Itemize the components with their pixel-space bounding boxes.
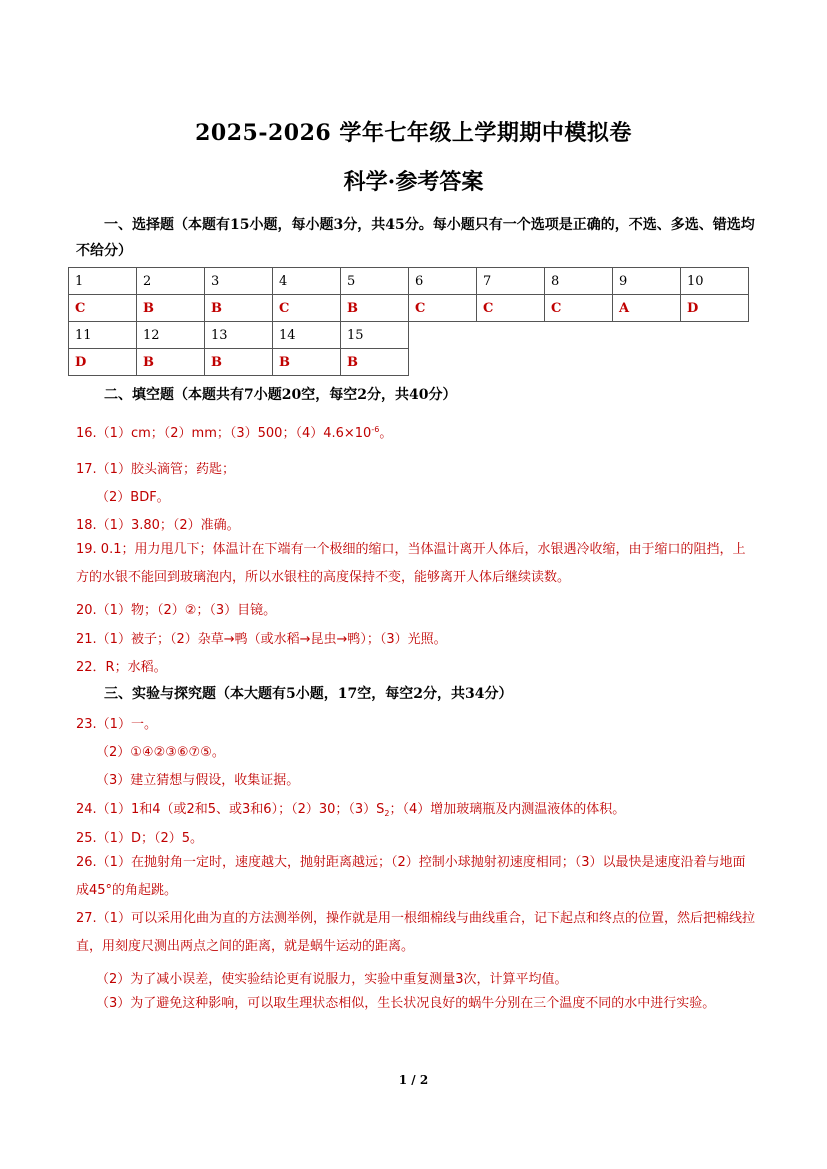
answer-cell: C	[409, 295, 477, 322]
answer-q27-1: 27.（1）可以采用化曲为直的方法测举例，操作就是用一根细棉线与曲线重合，记下起点和终点的位置，然后把棉线拉直，用刻度尺测出两点之间的距离，就是蜗牛运动的距离。	[76, 911, 755, 954]
answer-q25: 25.（1）D；（2）5。	[76, 831, 203, 846]
answer-cell: C	[545, 295, 613, 322]
table-row	[69, 268, 749, 295]
table-cell: 4	[273, 268, 341, 295]
answer-q19: 19. 0.1；用力甩几下；体温计在下端有一个极细的缩口，当体温计离开人体后，水银遇冷收缩，由于缩口的阻挡，上方的水银不能回到玻璃泡内，所以水银柱的高度保持不变，能够离开人体后继续读数。	[76, 542, 746, 585]
answer-cell: A	[613, 295, 681, 322]
table-cell: 2	[137, 268, 205, 295]
table-cell: 13	[205, 322, 273, 349]
answer-q17-2: （2）BDF。	[96, 490, 170, 505]
page-number: 1 / 2	[398, 1073, 429, 1087]
table-cell: 7	[477, 268, 545, 295]
answer-cell: B	[205, 295, 273, 322]
table-cell: 12	[137, 322, 205, 349]
table-cell: 9	[613, 268, 681, 295]
answer-cell: D	[681, 295, 749, 322]
answer-cell: B	[273, 349, 341, 376]
empty-cell	[409, 349, 749, 376]
answer-q18: 18.（1）3.80；（2）准确。	[76, 518, 240, 533]
answer-text: 。	[379, 426, 393, 441]
answer-text: 24.（1）1和4（或2和5、或3和6）；（2）30；（3）S	[76, 802, 385, 817]
answer-q22: 22．R；水稻。	[76, 660, 167, 675]
empty-cell	[409, 322, 749, 349]
answer-cell: B	[341, 349, 409, 376]
answer-cell: C	[69, 295, 137, 322]
table-cell: 8	[545, 268, 613, 295]
answer-text: 16.（1）cm；（2）mm；（3）500；（4）4.6×10	[76, 426, 372, 441]
table-row	[69, 295, 749, 322]
section3-heading: 三、实验与探究题（本大题有5小题，17空，每空2分，共34分）	[104, 686, 513, 702]
answer-q21: 21.（1）被子；（2）杂草→鸭（或水稻→昆虫→鸭）；（3）光照。	[76, 632, 447, 647]
answer-q16	[76, 422, 392, 441]
answer-q23-3: （3）建立猜想与假设，收集证据。	[96, 773, 300, 788]
table-cell: 15	[341, 322, 409, 349]
table-row	[69, 322, 749, 349]
choice-answer-table	[68, 267, 749, 376]
answer-q23-1: 23.（1）一。	[76, 717, 157, 732]
section1-heading: 一、选择题（本题有15小题，每小题3分，共45分。每小题只有一个选项是正确的，不选、多选、错选均不给分）	[76, 217, 755, 259]
exponent: -6	[371, 425, 380, 434]
subscript: 2	[384, 809, 390, 818]
answer-q26: 26.（1）在抛射角一定时，速度越大，抛射距离越远；（2）控制小球抛射初速度相同；（3）以最快是速度沿着与地面成45°的角起跳。	[76, 855, 746, 898]
answer-cell: C	[477, 295, 545, 322]
answer-cell: B	[137, 349, 205, 376]
table-cell: 5	[341, 268, 409, 295]
table-cell: 14	[273, 322, 341, 349]
answer-cell: B	[341, 295, 409, 322]
answer-cell: D	[69, 349, 137, 376]
table-cell: 6	[409, 268, 477, 295]
table-cell: 1	[69, 268, 137, 295]
answer-q27-3: （3）为了避免这种影响，可以取生理状态相似，生长状况良好的蜗牛分别在三个温度不同的水中进行实验。	[96, 996, 716, 1011]
answer-q23-2: （2）①④②③⑥⑦⑤。	[96, 745, 225, 760]
table-cell: 11	[69, 322, 137, 349]
table-cell: 10	[681, 268, 749, 295]
answer-cell: B	[137, 295, 205, 322]
page-subtitle: 科学·参考答案	[343, 169, 484, 195]
answer-q24	[76, 798, 625, 818]
answer-q27-2: （2）为了减小误差，使实验结论更有说服力，实验中重复测量3次，计算平均值。	[96, 972, 568, 987]
answer-q20: 20.（1）物；（2）②；（3）目镜。	[76, 603, 277, 618]
page-title: 2025-2026 学年七年级上学期期中模拟卷	[195, 120, 632, 146]
table-row	[69, 349, 749, 376]
answer-q17-1: 17.（1）胶头滴管；药匙；	[76, 462, 235, 477]
answer-cell: B	[205, 349, 273, 376]
answer-text: ；（4）增加玻璃瓶及内测温液体的体积。	[389, 802, 626, 817]
answer-cell: C	[273, 295, 341, 322]
section2-heading: 二、填空题（本题共有7小题20空，每空2分，共40分）	[104, 387, 457, 403]
table-cell: 3	[205, 268, 273, 295]
